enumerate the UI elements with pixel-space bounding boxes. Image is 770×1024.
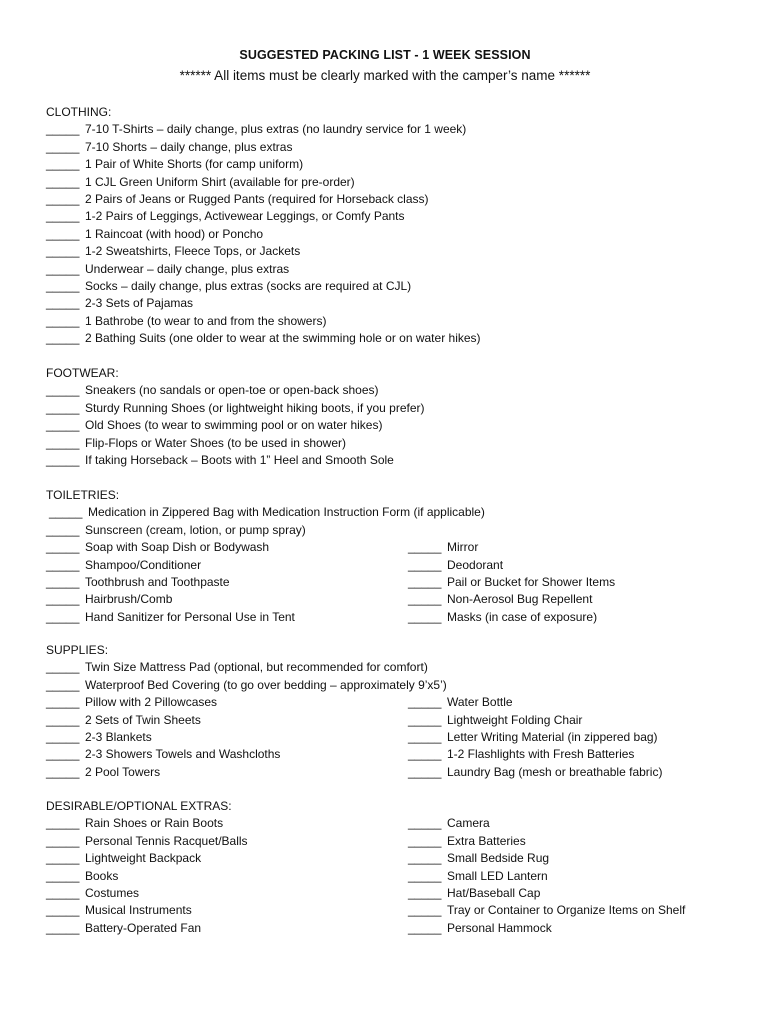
checkbox-blank: _____ bbox=[408, 557, 442, 572]
item-label: 2 Sets of Twin Sheets bbox=[85, 712, 201, 727]
checklist-item bbox=[46, 226, 263, 243]
checkbox-blank: _____ bbox=[46, 331, 80, 346]
item-label: Small Bedside Rug bbox=[447, 851, 550, 866]
item-label: 1 CJL Green Uniform Shirt (available for pre-order) bbox=[85, 174, 355, 189]
checklist-item bbox=[408, 539, 478, 556]
checklist-row bbox=[46, 382, 736, 399]
item-label: Personal Hammock bbox=[447, 920, 552, 935]
item-label: Laundry Bag (mesh or breathable fabric) bbox=[447, 764, 663, 779]
checkbox-blank: _____ bbox=[46, 660, 80, 675]
item-label: Camera bbox=[447, 816, 490, 831]
checklist-row bbox=[46, 226, 736, 243]
item-label: Mirror bbox=[447, 540, 479, 555]
checklist-item bbox=[46, 435, 346, 452]
checklist-row bbox=[46, 850, 736, 867]
checkbox-blank: _____ bbox=[46, 885, 80, 900]
checklist-item bbox=[46, 833, 248, 850]
checklist-item bbox=[46, 539, 269, 556]
checklist-row bbox=[46, 712, 736, 729]
checkbox-blank: _____ bbox=[46, 609, 80, 624]
item-label: Non-Aerosol Bug Repellent bbox=[447, 592, 593, 607]
checkbox-blank: _____ bbox=[46, 313, 80, 328]
checkbox-blank: _____ bbox=[46, 191, 80, 206]
checklist-item bbox=[46, 417, 382, 434]
item-label: Costumes bbox=[85, 885, 140, 900]
item-label: Soap with Soap Dish or Bodywash bbox=[85, 540, 270, 555]
checkbox-blank: _____ bbox=[46, 540, 80, 555]
checkbox-blank: _____ bbox=[46, 522, 80, 537]
checkbox-blank: _____ bbox=[46, 418, 80, 433]
checklist-item bbox=[46, 902, 192, 919]
checklist-item bbox=[46, 920, 201, 937]
checklist-item bbox=[408, 815, 490, 832]
checklist-item bbox=[46, 261, 289, 278]
checkbox-blank: _____ bbox=[408, 885, 442, 900]
checklist-item bbox=[46, 557, 201, 574]
checklist-item bbox=[46, 452, 394, 469]
checklist-row bbox=[46, 591, 736, 608]
checkbox-blank: _____ bbox=[46, 868, 80, 883]
item-label: 7-10 Shorts – daily change, plus extras bbox=[85, 139, 293, 154]
item-label: 1 Raincoat (with hood) or Poncho bbox=[85, 226, 264, 241]
checklist-item bbox=[408, 885, 540, 902]
checklist-item bbox=[408, 902, 685, 919]
checklist-item bbox=[408, 850, 549, 867]
checklist-item bbox=[408, 833, 526, 850]
toiletries-section bbox=[46, 487, 736, 626]
checkbox-blank: _____ bbox=[49, 505, 83, 520]
checklist-row bbox=[46, 920, 736, 937]
checklist-item bbox=[46, 295, 193, 312]
checkbox-blank: _____ bbox=[46, 851, 80, 866]
item-label: Musical Instruments bbox=[85, 903, 192, 918]
checkbox-blank: _____ bbox=[46, 435, 80, 450]
item-label: 1-2 Pairs of Leggings, Activewear Leggings, or Comfy Pants bbox=[85, 209, 405, 224]
toiletries-two-column-list bbox=[46, 539, 736, 626]
checkbox-blank: _____ bbox=[46, 677, 80, 692]
checkbox-blank: _____ bbox=[46, 296, 80, 311]
item-label: Underwear – daily change, plus extras bbox=[85, 261, 290, 276]
checkbox-blank: _____ bbox=[408, 712, 442, 727]
item-label: 2-3 Showers Towels and Washcloths bbox=[85, 747, 281, 762]
checklist-item bbox=[46, 574, 230, 591]
checklist-item bbox=[46, 243, 300, 260]
checklist-row bbox=[46, 174, 736, 191]
checklist-row bbox=[46, 677, 736, 694]
checkbox-blank: _____ bbox=[46, 209, 80, 224]
item-label: Pillow with 2 Pillowcases bbox=[85, 695, 218, 710]
checklist-row bbox=[46, 261, 736, 278]
checklist-item bbox=[49, 504, 485, 521]
checkbox-blank: _____ bbox=[408, 574, 442, 589]
checklist-item bbox=[46, 885, 139, 902]
item-label: Pail or Bucket for Shower Items bbox=[447, 574, 616, 589]
checklist-item bbox=[408, 729, 658, 746]
item-label: Old Shoes (to wear to swimming pool or on water hikes) bbox=[85, 418, 383, 433]
item-label: 7-10 T-Shirts – daily change, plus extras (no laundry service for 1 week) bbox=[85, 122, 467, 137]
checklist-row bbox=[46, 902, 736, 919]
checkbox-blank: _____ bbox=[46, 729, 80, 744]
checklist-row bbox=[46, 833, 736, 850]
clothing-heading: CLOTHING: bbox=[46, 105, 112, 119]
page-title: SUGGESTED PACKING LIST - 1 WEEK SESSION bbox=[239, 48, 531, 62]
item-label: Medication in Zippered Bag with Medication Instruction Form (if applicable) bbox=[88, 505, 485, 520]
checklist-item bbox=[46, 659, 428, 676]
checkbox-blank: _____ bbox=[46, 122, 80, 137]
checkbox-blank: _____ bbox=[46, 261, 80, 276]
checklist-row bbox=[46, 815, 736, 832]
checkbox-blank: _____ bbox=[408, 816, 442, 831]
checklist-item bbox=[46, 330, 481, 347]
item-label: 2 Pairs of Jeans or Rugged Pants (required for Horseback class) bbox=[85, 191, 429, 206]
checklist-item bbox=[46, 591, 172, 608]
checkbox-blank: _____ bbox=[46, 226, 80, 241]
item-label: Hat/Baseball Cap bbox=[447, 885, 541, 900]
checklist-item bbox=[408, 694, 513, 711]
checklist-row bbox=[46, 330, 736, 347]
checklist-item bbox=[46, 694, 217, 711]
checklist-item bbox=[46, 729, 152, 746]
checklist-item bbox=[408, 712, 582, 729]
checklist-row bbox=[46, 121, 736, 138]
checklist-row bbox=[46, 191, 736, 208]
checklist-row bbox=[46, 539, 736, 556]
checklist-row bbox=[46, 729, 736, 746]
checkbox-blank: _____ bbox=[408, 903, 442, 918]
toiletries-heading: TOILETRIES: bbox=[46, 488, 120, 502]
checkbox-blank: _____ bbox=[46, 278, 80, 293]
checkbox-blank: _____ bbox=[408, 833, 442, 848]
checkbox-blank: _____ bbox=[408, 609, 442, 624]
item-label: Masks (in case of exposure) bbox=[447, 609, 598, 624]
item-label: Toothbrush and Toothpaste bbox=[85, 574, 230, 589]
checklist-item bbox=[46, 522, 306, 539]
item-label: 1-2 Sweatshirts, Fleece Tops, or Jackets bbox=[85, 244, 301, 259]
item-label: Small LED Lantern bbox=[447, 868, 548, 883]
checklist-item bbox=[46, 139, 292, 156]
checkbox-blank: _____ bbox=[46, 816, 80, 831]
supplies-heading: SUPPLIES: bbox=[46, 643, 109, 657]
item-label: Lightweight Folding Chair bbox=[447, 712, 583, 727]
checklist-row bbox=[46, 139, 736, 156]
item-label: Extra Batteries bbox=[447, 833, 526, 848]
item-label: Lightweight Backpack bbox=[85, 851, 202, 866]
checkbox-blank: _____ bbox=[408, 540, 442, 555]
item-label: 2-3 Blankets bbox=[85, 729, 152, 744]
checklist-item bbox=[46, 278, 411, 295]
clothing-list bbox=[46, 121, 736, 347]
checkbox-blank: _____ bbox=[46, 452, 80, 467]
checklist-item bbox=[46, 208, 405, 225]
footwear-heading: FOOTWEAR: bbox=[46, 366, 119, 380]
checkbox-blank: _____ bbox=[46, 764, 80, 779]
item-label: 1-2 Flashlights with Fresh Batteries bbox=[447, 747, 635, 762]
checkbox-blank: _____ bbox=[408, 729, 442, 744]
item-label: Waterproof Bed Covering (to go over bedding – approximately 9’x5’) bbox=[85, 677, 447, 692]
checkbox-blank: _____ bbox=[46, 157, 80, 172]
checkbox-blank: _____ bbox=[46, 383, 80, 398]
checkbox-blank: _____ bbox=[46, 574, 80, 589]
checklist-row bbox=[46, 557, 736, 574]
checklist-item bbox=[46, 712, 201, 729]
checklist-item bbox=[46, 191, 429, 208]
checklist-item bbox=[46, 382, 379, 399]
checklist-item bbox=[46, 609, 295, 626]
checklist-item bbox=[46, 764, 160, 781]
item-label: Sneakers (no sandals or open-toe or open-back shoes) bbox=[85, 383, 379, 398]
checklist-row bbox=[46, 435, 736, 452]
checklist-item bbox=[46, 313, 326, 330]
checkbox-blank: _____ bbox=[46, 244, 80, 259]
item-label: 1 Bathrobe (to wear to and from the showers) bbox=[85, 313, 327, 328]
item-label: 2 Bathing Suits (one older to wear at the swimming hole or on water hikes) bbox=[85, 331, 481, 346]
checkbox-blank: _____ bbox=[408, 695, 442, 710]
item-label: Tray or Container to Organize Items on Shelf bbox=[447, 903, 686, 918]
checklist-item bbox=[46, 121, 466, 138]
item-label: Books bbox=[85, 868, 119, 883]
checklist-item bbox=[408, 591, 592, 608]
checklist-row bbox=[46, 504, 736, 521]
checklist-item bbox=[46, 868, 118, 885]
item-label: If taking Horseback – Boots with 1” Heel and Smooth Sole bbox=[85, 452, 394, 467]
checklist-row bbox=[46, 522, 736, 539]
checklist-row bbox=[46, 295, 736, 312]
checklist-item bbox=[46, 815, 223, 832]
checklist-row bbox=[46, 609, 736, 626]
item-label: Letter Writing Material (in zippered bag) bbox=[447, 729, 658, 744]
item-label: Socks – daily change, plus extras (socks are required at CJL) bbox=[85, 278, 412, 293]
item-label: Rain Shoes or Rain Boots bbox=[85, 816, 224, 831]
checklist-row bbox=[46, 452, 736, 469]
checklist-item bbox=[408, 868, 548, 885]
checklist-row bbox=[46, 764, 736, 781]
checklist-item bbox=[408, 557, 503, 574]
item-label: Water Bottle bbox=[447, 695, 513, 710]
checkbox-blank: _____ bbox=[46, 833, 80, 848]
checklist-row bbox=[46, 313, 736, 330]
checkbox-blank: _____ bbox=[46, 557, 80, 572]
checklist-item bbox=[46, 677, 447, 694]
item-label: Twin Size Mattress Pad (optional, but recommended for comfort) bbox=[85, 660, 428, 675]
checkbox-blank: _____ bbox=[46, 712, 80, 727]
checklist-item bbox=[408, 609, 597, 626]
checkbox-blank: _____ bbox=[46, 592, 80, 607]
footwear-section bbox=[46, 365, 736, 469]
item-label: 1 Pair of White Shorts (for camp uniform) bbox=[85, 157, 304, 172]
checklist-item bbox=[46, 174, 355, 191]
checklist-row bbox=[46, 156, 736, 173]
footwear-list bbox=[46, 382, 736, 469]
extras-two-column-list bbox=[46, 815, 736, 937]
checklist-row bbox=[46, 208, 736, 225]
item-label: Deodorant bbox=[447, 557, 504, 572]
checklist-row bbox=[46, 868, 736, 885]
checklist-item bbox=[408, 920, 552, 937]
item-label: Personal Tennis Racquet/Balls bbox=[85, 833, 248, 848]
item-label: Flip-Flops or Water Shoes (to be used in shower) bbox=[85, 435, 346, 450]
item-label: 2 Pool Towers bbox=[85, 764, 161, 779]
item-label: 2-3 Sets of Pajamas bbox=[85, 296, 194, 311]
checklist-item bbox=[408, 764, 662, 781]
checklist-row bbox=[46, 746, 736, 763]
checklist-row bbox=[46, 243, 736, 260]
checkbox-blank: _____ bbox=[46, 920, 80, 935]
page-subtitle: ****** All items must be clearly marked with the camper’s name ****** bbox=[179, 68, 591, 83]
checkbox-blank: _____ bbox=[408, 851, 442, 866]
checklist-item bbox=[46, 746, 280, 763]
item-label: Sturdy Running Shoes (or lightweight hiking boots, if you prefer) bbox=[85, 400, 425, 415]
checklist-row bbox=[46, 574, 736, 591]
checklist-row bbox=[46, 278, 736, 295]
checkbox-blank: _____ bbox=[46, 400, 80, 415]
checkbox-blank: _____ bbox=[46, 139, 80, 154]
clothing-section bbox=[46, 104, 736, 347]
checklist-item bbox=[408, 746, 634, 763]
checklist-item bbox=[46, 850, 201, 867]
item-label: Hand Sanitizer for Personal Use in Tent bbox=[85, 609, 295, 624]
supplies-two-column-list bbox=[46, 694, 736, 781]
extras-section bbox=[46, 798, 736, 937]
item-label: Hairbrush/Comb bbox=[85, 592, 173, 607]
item-label: Shampoo/Conditioner bbox=[85, 557, 202, 572]
checkbox-blank: _____ bbox=[46, 747, 80, 762]
checklist-row bbox=[46, 694, 736, 711]
checkbox-blank: _____ bbox=[408, 747, 442, 762]
checkbox-blank: _____ bbox=[46, 174, 80, 189]
extras-heading: DESIRABLE/OPTIONAL EXTRAS: bbox=[46, 799, 232, 813]
checklist-row bbox=[46, 400, 736, 417]
checkbox-blank: _____ bbox=[46, 695, 80, 710]
supplies-section bbox=[46, 642, 736, 781]
checkbox-blank: _____ bbox=[408, 920, 442, 935]
item-label: Sunscreen (cream, lotion, or pump spray) bbox=[85, 522, 306, 537]
checklist-row bbox=[46, 659, 736, 676]
checklist-item bbox=[46, 156, 303, 173]
checkbox-blank: _____ bbox=[408, 764, 442, 779]
checkbox-blank: _____ bbox=[408, 592, 442, 607]
checklist-row bbox=[46, 885, 736, 902]
checklist-row bbox=[46, 417, 736, 434]
checklist-item bbox=[46, 400, 425, 417]
checkbox-blank: _____ bbox=[46, 903, 80, 918]
item-label: Battery-Operated Fan bbox=[85, 920, 202, 935]
checklist-item bbox=[408, 574, 615, 591]
checkbox-blank: _____ bbox=[408, 868, 442, 883]
